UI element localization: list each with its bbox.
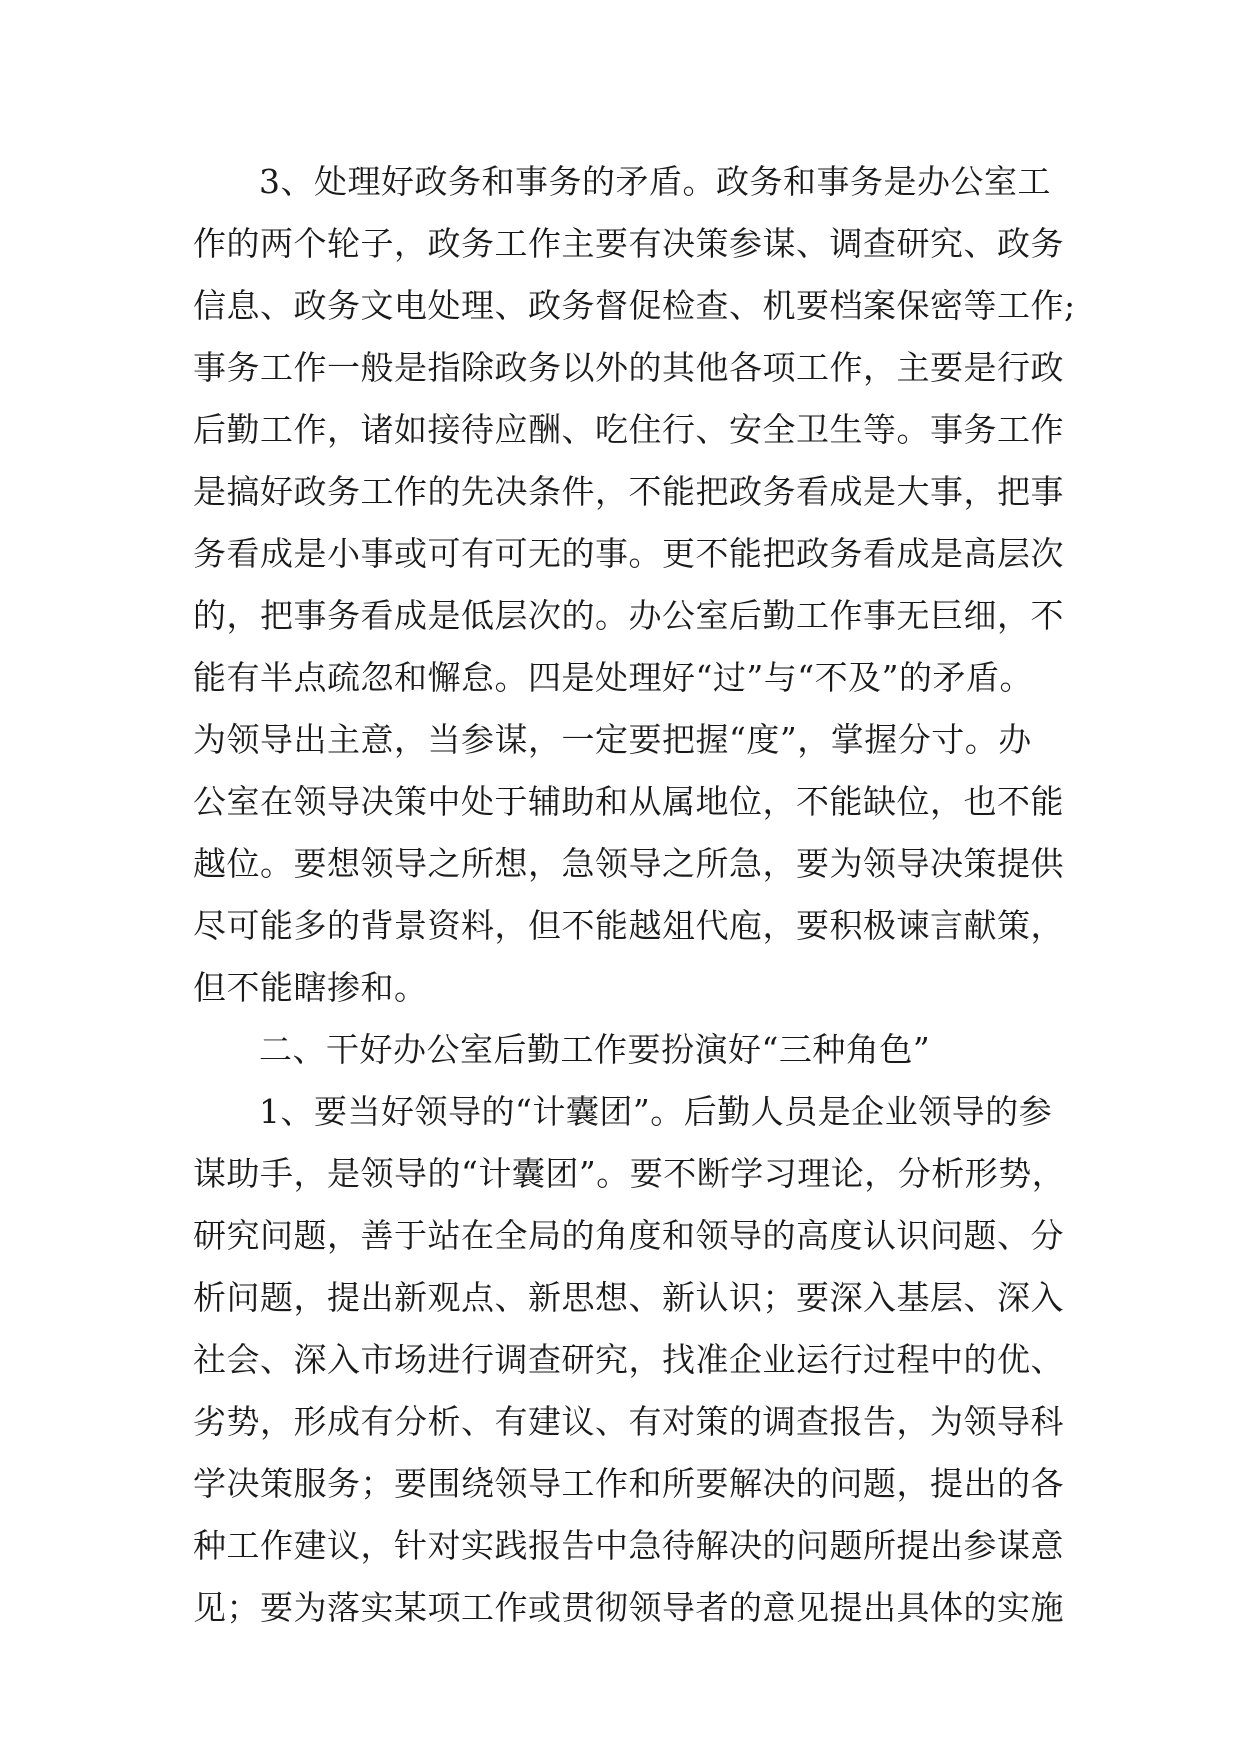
paragraph-line: 公室在领导决策中处于辅助和从属地位，不能缺位，也不能: [193, 782, 1064, 821]
document-body: [193, 151, 1076, 1639]
paragraph-line: 务看成是小事或可有可无的事。更不能把政务看成是高层次: [193, 534, 1064, 573]
paragraph-line: 学决策服务；要围绕领导工作和所要解决的问题，提出的各: [193, 1464, 1064, 1503]
paragraph-line: 种工作建议，针对实践报告中急待解决的问题所提出参谋意: [193, 1526, 1064, 1565]
paragraph-line: 3、处理好政务和事务的矛盾。政务和事务是办公室工: [259, 162, 1051, 201]
paragraph-line: 但不能瞎掺和。: [193, 968, 428, 1007]
paragraph-line: 后勤工作，诸如接待应酬、吃住行、安全卫生等。事务工作: [193, 410, 1064, 449]
paragraph-line: 谋助手，是领导的“计囊团”。要不断学习理论，分析形势，: [193, 1154, 1066, 1193]
paragraph-line: 能有半点疏忽和懈怠。四是处理好“过”与“不及”的矛盾。: [193, 658, 1033, 697]
paragraph-line: 1、要当好领导的“计囊团”。后勤人员是企业领导的参: [259, 1092, 1053, 1131]
paragraph-line: 见；要为落实某项工作或贯彻领导者的意见提出具体的实施: [193, 1588, 1064, 1627]
paragraph-line: 尽可能多的背景资料，但不能越俎代庖，要积极谏言献策，: [193, 906, 1064, 945]
section-heading: 二、干好办公室后勤工作要扮演好“三种角色”: [259, 1030, 931, 1069]
paragraph-line: 是搞好政务工作的先决条件，不能把政务看成是大事，把事: [193, 472, 1064, 511]
paragraph-line: 的，把事务看成是低层次的。办公室后勤工作事无巨细，不: [193, 596, 1064, 635]
paragraph-line: 作的两个轮子，政务工作主要有决策参谋、调查研究、政务: [193, 224, 1064, 263]
paragraph-line: 劣势，形成有分析、有建议、有对策的调查报告，为领导科: [193, 1402, 1064, 1441]
paragraph-line: 社会、深入市场进行调查研究，找准企业运行过程中的优、: [193, 1340, 1064, 1379]
paragraph-line: 越位。要想领导之所想，急领导之所急，要为领导决策提供: [193, 844, 1064, 883]
paragraph-line: 信息、政务文电处理、政务督促检查、机要档案保密等工作;: [193, 286, 1076, 325]
paragraph-line: 事务工作一般是指除政务以外的其他各项工作，主要是行政: [193, 348, 1064, 387]
paragraph-line: 研究问题，善于站在全局的角度和领导的高度认识问题、分: [193, 1216, 1064, 1255]
paragraph-line: 为领导出主意，当参谋，一定要把握“度”，掌握分寸。办: [193, 720, 1032, 759]
paragraph-line: 析问题，提出新观点、新思想、新认识；要深入基层、深入: [193, 1278, 1064, 1317]
